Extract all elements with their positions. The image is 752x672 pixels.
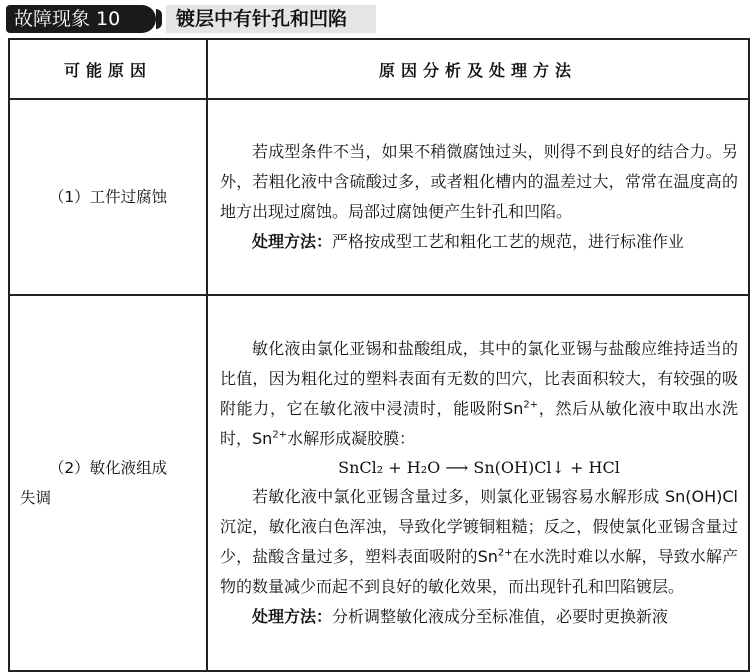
text-segment: 若敏化液中氯化亚锡含量过多，则氯化亚锡容易水解形成 Sn(OH)Cl 沉淀，敏化液白色浑浊，导致化学镀铜粗糙；反之，假使氯化亚锡含量过少，盐酸含量过多，塑料表面吸附的 — [220, 487, 738, 566]
section-header — [6, 5, 746, 33]
text-segment: 水解形成凝胶膜： — [287, 429, 416, 448]
text-segment: 敏化液由氯化亚锡和盐酸组成，其中的氯化亚锡与盐酸应维持适当的比值，因为粗化过的塑料表面有无数的凹穴，比表面积较大，有较强的吸附能力，它在敏化液中浸渍时，能吸附 — [220, 339, 738, 418]
cause-cell-2 — [9, 295, 207, 671]
method-paragraph — [220, 602, 738, 632]
ion-symbol: Sn — [503, 399, 524, 418]
cause-text-line1: （2）敏化液组成 — [48, 459, 168, 477]
cause-text-line2: 失调 — [20, 489, 52, 507]
text-segment: ，然后从敏化液中取出水洗时， — [220, 399, 738, 448]
method-label: 处理方法： — [252, 607, 333, 626]
fault-badge: 故障现象 10 — [6, 5, 156, 33]
analysis-cell-1 — [207, 99, 749, 295]
method-text: 严格按成型工艺和粗化工艺的规范，进行标准作业 — [332, 232, 685, 251]
ion-charge: 2+ — [272, 429, 288, 441]
method-paragraph — [220, 227, 738, 257]
fault-table — [8, 38, 750, 672]
cause-cell-1 — [9, 99, 207, 295]
badge-decoration — [156, 9, 162, 29]
ion-symbol: Sn — [252, 429, 273, 448]
method-label: 处理方法： — [252, 232, 333, 251]
ion-charge: 2+ — [523, 399, 539, 411]
table-row — [9, 295, 749, 671]
col-header-analysis: 原因分析及处理方法 — [207, 39, 749, 99]
ion-charge: 2+ — [497, 547, 513, 559]
table-header-row — [9, 39, 749, 99]
fault-title: 镀层中有针孔和凹陷 — [166, 5, 376, 33]
analysis-paragraph — [220, 334, 738, 454]
text-segment: 在水洗时难以水解，导致水解产物的数量减少而起不到良好的敏化效果，而出现针孔和凹陷镀层。 — [220, 547, 738, 596]
analysis-paragraph — [220, 482, 738, 602]
table-row — [9, 99, 749, 295]
chemical-equation: SnCl₂ + H₂O ⟶ Sn(OH)Cl↓ + HCl — [338, 458, 620, 477]
analysis-cell-2 — [207, 295, 749, 671]
cause-text: （1）工件过腐蚀 — [48, 188, 168, 206]
method-text: 分析调整敏化液成分至标准值，必要时更换新液 — [332, 607, 669, 626]
col-header-cause: 可能原因 — [9, 39, 207, 99]
analysis-paragraph: 若成型条件不当，如果不稍微腐蚀过头，则得不到良好的结合力。另外，若粗化液中含硫酸过多，或者粗化槽内的温差过大，常常在温度高的地方出现过腐蚀。局部过腐蚀便产生针孔和凹陷。 — [220, 142, 738, 221]
ion-symbol: Sn — [477, 547, 498, 566]
